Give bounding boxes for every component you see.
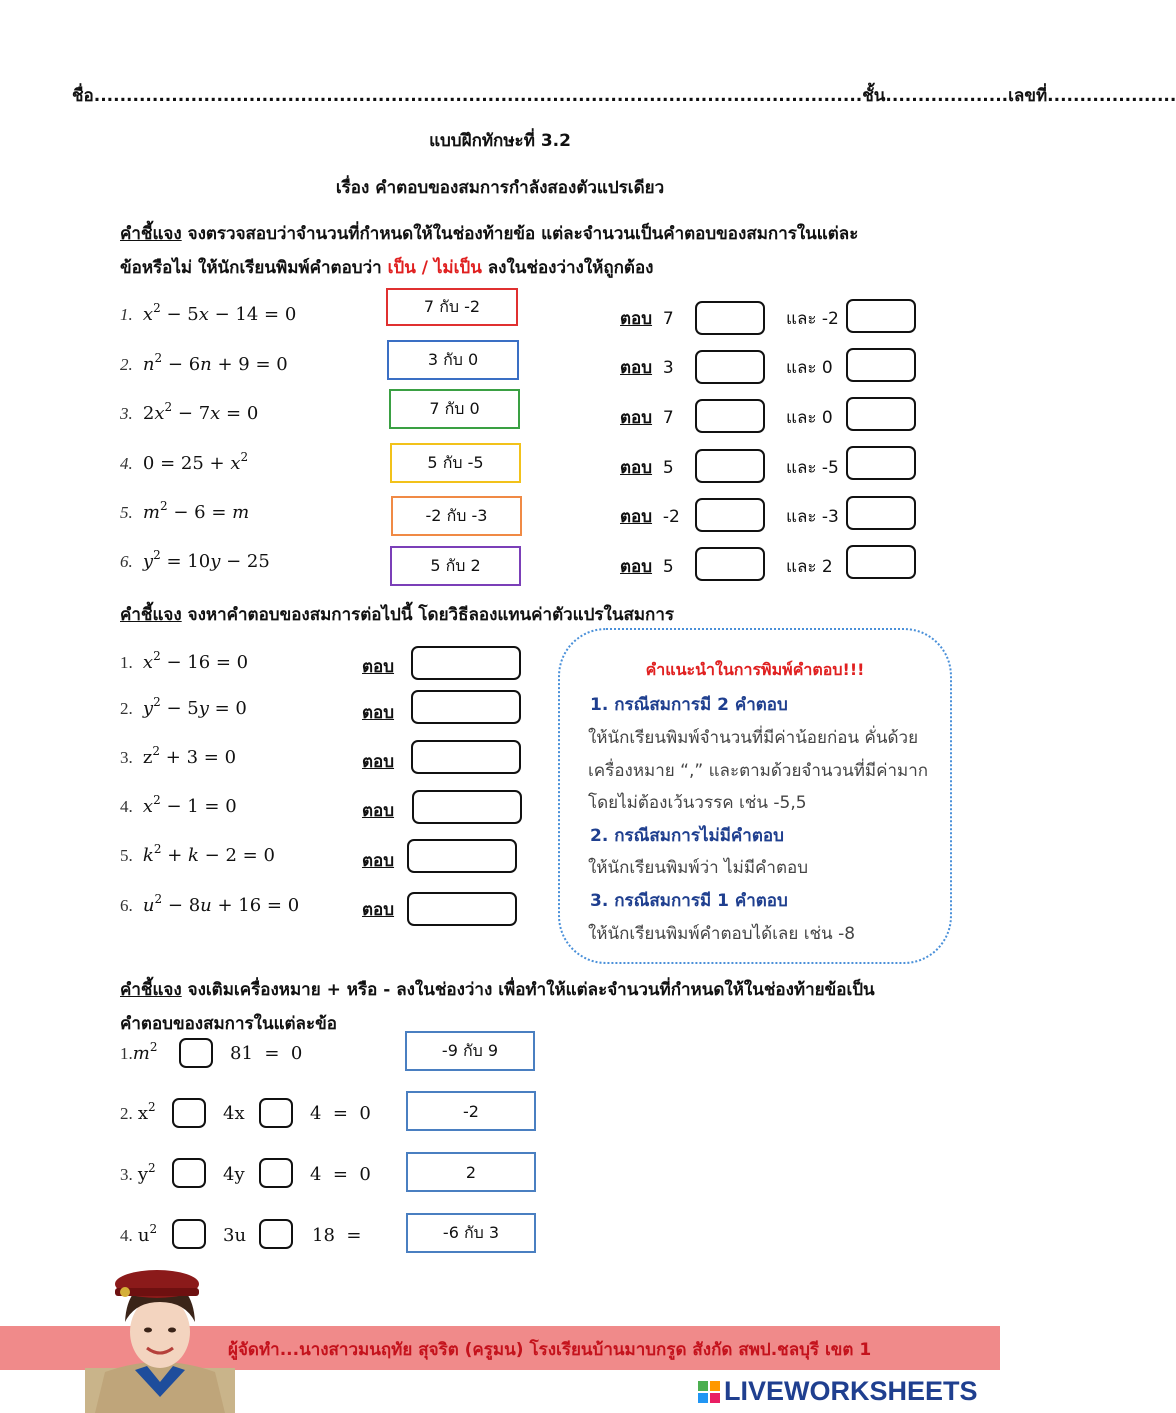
item-number: 4. <box>120 1226 133 1245</box>
value-2: 2 <box>821 557 833 577</box>
item-number: 5. <box>120 846 133 865</box>
answer-label: ตอบ <box>620 309 653 329</box>
name-line: ชื่อ.......................................................................................................................ชั้น...................เลขที่.................... <box>72 86 1176 106</box>
answer-label: ตอบ <box>620 458 653 478</box>
value-1: 3 <box>662 358 674 378</box>
answer-label: ตอบ <box>362 752 395 772</box>
given-values-box-2: 3 กับ 0 <box>387 340 519 380</box>
item-number: 3. <box>120 404 133 423</box>
s3-equation-4: 4. $u^2$ <box>120 1222 158 1246</box>
s3-equation-2-rest: 4 = 0 <box>310 1103 371 1124</box>
instruction-label: คำชี้แจง <box>120 980 182 1000</box>
tips-text-1c: โดยไม่ต้องเว้นวรรค เช่น -5,5 <box>588 793 807 813</box>
answer-label: ตอบ <box>362 851 395 871</box>
value-1: 7 <box>662 408 674 428</box>
item-number: 1. <box>120 1044 133 1063</box>
answer-label: ตอบ <box>362 657 395 677</box>
tips-text-3: ให้นักเรียนพิมพ์คำตอบได้เลย เช่น -8 <box>588 924 856 944</box>
s3-given-values-1: -9 กับ 9 <box>405 1031 535 1071</box>
s3-given-values-3: 2 <box>406 1152 536 1192</box>
instruction-text: จงตรวจสอบว่าจำนวนที่กำหนดให้ในช่องท้ายข้อ แต่ละจำนวนเป็นคำตอบของสมการในแต่ละ <box>181 224 859 244</box>
given-values-box-3: 7 กับ 0 <box>389 389 520 429</box>
sign-input-4a[interactable] <box>172 1219 206 1249</box>
s1-and-1 <box>786 305 839 332</box>
s2-equation-5: 5. $k^2 + k - 2 = 0$ <box>120 842 275 866</box>
value-2: 0 <box>821 408 833 428</box>
s1-and-2 <box>786 354 833 381</box>
s2-answer-input-2[interactable] <box>411 690 521 724</box>
s1-answer-row-1 <box>620 305 674 332</box>
s1-and-4 <box>786 454 839 481</box>
s1-answer-row-3 <box>620 404 674 431</box>
item-number: 3. <box>120 1165 133 1184</box>
answer-input-4a[interactable] <box>695 449 765 483</box>
answer-label: ตอบ <box>620 358 653 378</box>
s2-equation-2: 2. $y^2 - 5y = 0$ <box>120 695 247 719</box>
liveworksheets-logo-text: LIVEWORKSHEETS <box>724 1376 978 1406</box>
tips-text-2: ให้นักเรียนพิมพ์ว่า ไม่มีคำตอบ <box>588 858 808 878</box>
value-1: -2 <box>662 507 680 527</box>
answer-label: ตอบ <box>362 900 395 920</box>
and-label: และ <box>786 358 817 378</box>
item-number: 6. <box>120 552 133 571</box>
answer-label: ตอบ <box>620 507 653 527</box>
s1-answer-row-5 <box>620 503 680 530</box>
value-2: 0 <box>821 358 833 378</box>
s2-answer-input-6[interactable] <box>407 892 517 926</box>
value-2: -2 <box>821 309 839 329</box>
s1-equation-4: 4. $0 = 25 + x^2$ <box>120 450 249 474</box>
s2-answer-input-5[interactable] <box>407 839 517 873</box>
tips-text-1a: ให้นักเรียนพิมพ์จำนวนที่มีค่าน้อยก่อน คั่นด้วย <box>588 728 919 748</box>
section1-instruction-line1 <box>120 220 858 247</box>
instruction-text: จงเติมเครื่องหมาย + หรือ - ลงในช่องว่าง เพื่อทำให้แต่ละจำนวนที่กำหนดให้ในช่องท้ายข้อเป็น <box>181 980 875 1000</box>
answer-input-3b[interactable] <box>846 397 916 431</box>
highlight-text: เป็น / ไม่เป็น <box>387 258 482 278</box>
instruction-label: คำชี้แจง <box>120 224 182 244</box>
answer-input-6a[interactable] <box>695 547 765 581</box>
s2-equation-6: 6. $u^2 - 8u + 16 = 0$ <box>120 892 300 916</box>
section3-instruction-line1 <box>120 976 875 1003</box>
given-values-box-5: -2 กับ -3 <box>391 496 522 536</box>
sign-input-3b[interactable] <box>259 1158 293 1188</box>
given-values-box-6: 5 กับ 2 <box>390 546 521 586</box>
value-2: -3 <box>821 507 839 527</box>
item-number: 1. <box>120 305 133 324</box>
s1-and-5 <box>786 503 839 530</box>
sign-input-1a[interactable] <box>179 1038 213 1068</box>
tips-title: คำแนะนำในการพิมพ์คำตอบ!!! <box>645 660 865 679</box>
item-number: 2. <box>120 699 133 718</box>
s3-given-values-4: -6 กับ 3 <box>406 1213 536 1253</box>
teacher-photo <box>85 1262 235 1413</box>
s1-equation-1: 1. $x^2 - 5x - 14 = 0$ <box>120 301 297 325</box>
value-1: 5 <box>662 458 674 478</box>
section2-instruction <box>120 601 674 628</box>
tips-heading-1: 1. กรณีสมการมี 2 คำตอบ <box>590 695 788 715</box>
answer-label: ตอบ <box>620 408 653 428</box>
tips-text-1b: เครื่องหมาย “,” และตามด้วยจำนวนที่มีค่ามาก <box>588 761 929 781</box>
s3-equation-2-mid: 4x <box>223 1103 245 1124</box>
item-number: 4. <box>120 454 133 473</box>
given-values-box-1: 7 กับ -2 <box>386 288 518 326</box>
sign-input-3a[interactable] <box>172 1158 206 1188</box>
value-1: 5 <box>662 557 674 577</box>
instruction-text: ลงในช่องว่างให้ถูกต้อง <box>481 258 654 278</box>
s1-answer-row-6 <box>620 553 674 580</box>
worksheet-title: แบบฝึกทักษะที่ 3.2 <box>429 131 571 151</box>
s3-equation-3-mid: 4y <box>223 1164 245 1185</box>
instruction-label: คำชี้แจง <box>120 605 182 625</box>
s1-answer-row-2 <box>620 354 674 381</box>
answer-input-3a[interactable] <box>695 399 765 433</box>
s3-equation-1-rest: 81 = 0 <box>230 1043 303 1064</box>
s2-equation-1: 1. $x^2 - 16 = 0$ <box>120 649 249 673</box>
s3-equation-1: $1.m^2$ <box>120 1040 158 1064</box>
answer-label: ตอบ <box>362 801 395 821</box>
and-label: และ <box>786 408 817 428</box>
answer-input-5b[interactable] <box>846 496 916 530</box>
s1-answer-row-4 <box>620 454 674 481</box>
s1-and-3 <box>786 404 833 431</box>
s2-answer-input-4[interactable] <box>412 790 522 824</box>
item-number: 3. <box>120 748 133 767</box>
answer-input-2a[interactable] <box>695 350 765 384</box>
given-values-box-4: 5 กับ -5 <box>390 443 521 483</box>
answer-input-2b[interactable] <box>846 348 916 382</box>
s1-and-6 <box>786 553 833 580</box>
answer-input-5a[interactable] <box>695 498 765 532</box>
credit-text: ผู้จัดทำ...นางสาวมนฤทัย สุจริต (ครูมน) โรงเรียนบ้านมาบกรูด สังกัด สพป.ชลบุรี เขต 1 <box>228 1340 872 1360</box>
s3-equation-3: 3. $y^2$ <box>120 1161 156 1185</box>
s3-equation-3-rest: 4 = 0 <box>310 1164 371 1185</box>
s3-equation-4-rest: 18 = <box>312 1225 362 1246</box>
footer-credit <box>228 1336 871 1363</box>
s3-given-values-2: -2 <box>406 1091 536 1131</box>
and-label: และ <box>786 507 817 527</box>
item-number: 4. <box>120 797 133 816</box>
tips-heading-2: 2. กรณีสมการไม่มีคำตอบ <box>590 826 784 846</box>
sign-input-2b[interactable] <box>259 1098 293 1128</box>
s2-equation-3: 3. $z^2 + 3 = 0$ <box>120 744 237 768</box>
item-number: 2. <box>120 355 133 374</box>
section1-instruction-line2 <box>120 254 654 281</box>
answer-input-1b[interactable] <box>846 299 916 333</box>
s2-answer-input-3[interactable] <box>411 740 521 774</box>
s1-equation-2: 2. $n^2 - 6n + 9 = 0$ <box>120 351 288 375</box>
answer-label: ตอบ <box>362 703 395 723</box>
value-1: 7 <box>662 309 674 329</box>
and-label: และ <box>786 458 817 478</box>
answer-input-6b[interactable] <box>846 545 916 579</box>
s2-equation-4: 4. $x^2 - 1 = 0$ <box>120 793 237 817</box>
liveworksheets-logo-icon <box>698 1381 721 1405</box>
item-number: 6. <box>120 896 133 915</box>
instruction-text: จงหาคำตอบของสมการต่อไปนี้ โดยวิธีลองแทนค่าตัวแปรในสมการ <box>181 605 675 625</box>
tips-heading-3: 3. กรณีสมการมี 1 คำตอบ <box>590 891 788 911</box>
s2-answer-input-1[interactable] <box>411 646 521 680</box>
sign-input-2a[interactable] <box>172 1098 206 1128</box>
and-label: และ <box>786 557 817 577</box>
s1-equation-3: 3. $2x^2 - 7x = 0$ <box>120 400 259 424</box>
answer-input-1a[interactable] <box>695 301 765 335</box>
item-number: 1. <box>120 653 133 672</box>
answer-input-4b[interactable] <box>846 446 916 480</box>
s3-equation-4-mid: 3u <box>223 1225 247 1246</box>
item-number: 5. <box>120 503 133 522</box>
s1-equation-6: 6. $y^2 = 10y - 25$ <box>120 548 270 572</box>
section3-instruction-line2: คำตอบของสมการในแต่ละข้อ <box>120 1014 337 1034</box>
s1-equation-5: 5. $m^2 - 6 = m$ <box>120 499 250 523</box>
sign-input-4b[interactable] <box>259 1219 293 1249</box>
s3-equation-2: 2. $x^2$ <box>120 1100 156 1124</box>
answer-label: ตอบ <box>620 557 653 577</box>
item-number: 2. <box>120 1104 133 1123</box>
and-label: และ <box>786 309 817 329</box>
value-2: -5 <box>821 458 839 478</box>
instruction-text: ข้อหรือไม่ ให้นักเรียนพิมพ์คำตอบว่า <box>120 258 388 278</box>
worksheet-subtitle: เรื่อง คำตอบของสมการกำลังสองตัวแปรเดียว <box>335 178 665 198</box>
